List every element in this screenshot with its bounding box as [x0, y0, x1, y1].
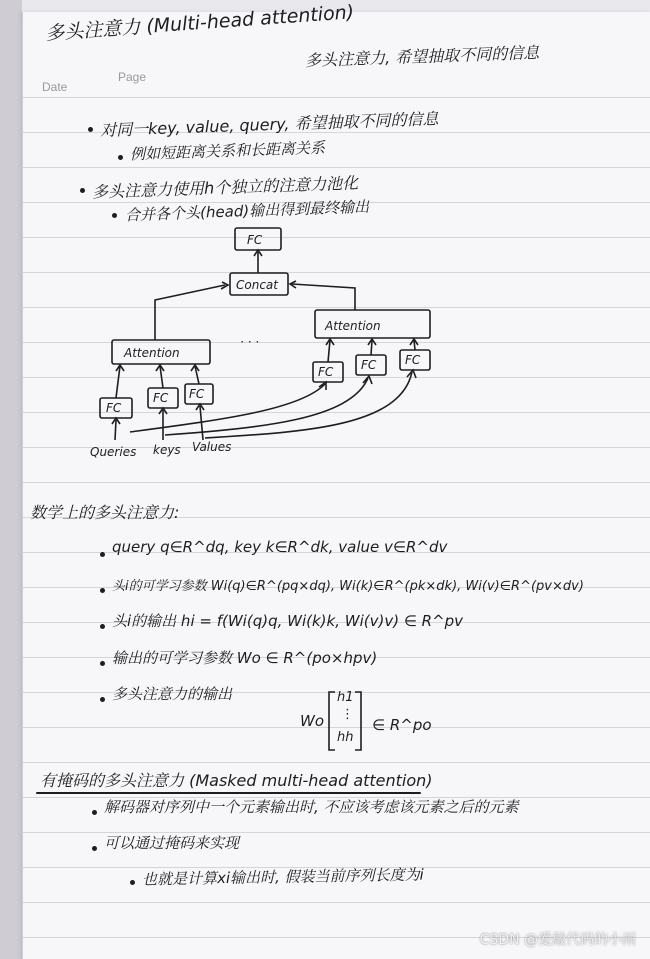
- math-item-1: query q∈R^dq, key k∈R^dk, value v∈R^dv: [112, 538, 448, 556]
- fc-label: FC: [361, 358, 377, 372]
- date-label: Date: [42, 80, 68, 94]
- bullet-dot: [100, 552, 105, 557]
- input-keys: keys: [153, 443, 181, 457]
- masked-bullet-2-sub: 也就是计算xi输出时, 假装当前序列长度为i: [141, 865, 424, 889]
- attention-left-label: Attention: [124, 346, 180, 360]
- matrix-prefix: Wo: [300, 712, 325, 730]
- fc-label: FC: [189, 387, 205, 401]
- fc-label: FC: [106, 401, 122, 415]
- title-continuation: 多头注意力, 希望抽取不同的信息: [304, 42, 540, 71]
- watermark: CSDN @爱敲代码的小雨: [479, 932, 636, 948]
- fc-label: FC: [153, 391, 169, 405]
- input-queries: Queries: [90, 445, 137, 459]
- math-item-3: 头i的输出 hi = f(Wi(q)q, Wi(k)k, Wi(v)v) ∈ R^pv: [112, 612, 464, 630]
- matrix-row-2: ⋮: [341, 707, 354, 722]
- note-bullet-2: 多头注意力使用h个独立的注意力池化: [91, 173, 359, 202]
- bullet-dot: [100, 624, 105, 629]
- attention-right-label: Attention: [325, 319, 381, 333]
- math-heading: 数学上的多头注意力:: [30, 503, 180, 522]
- math-item-2: 头i的可学习参数 Wi(q)∈R^(pq×dq), Wi(k)∈R^(pk×dk), Wi(v)∈R^(pv×dv): [112, 579, 584, 594]
- matrix-suffix: ∈ R^po: [372, 716, 432, 734]
- page-label: Page: [118, 70, 147, 84]
- matrix-row-3: hh: [337, 730, 354, 745]
- ellipsis: · · ·: [240, 335, 260, 349]
- fc-label: FC: [405, 353, 421, 367]
- matrix-row-1: h1: [337, 690, 354, 705]
- arrow-attn-left-concat: [155, 285, 225, 340]
- fc-label: FC: [318, 365, 334, 379]
- fc-top-label: FC: [247, 233, 263, 247]
- masked-heading: 有掩码的多头注意力 (Masked multi-head attention): [40, 771, 433, 790]
- bullet-dot: [100, 661, 105, 666]
- note-bullet-2-sub: 合并各个头(head)输出得到最终输出: [124, 197, 370, 225]
- math-item-4: 输出的可学习参数 Wo ∈ R^(po×hpv): [112, 649, 378, 667]
- concat-label: Concat: [236, 278, 278, 292]
- bullet-dot: [130, 880, 135, 885]
- bullet-dot: [92, 810, 97, 815]
- arrow-attn-right-concat: [292, 284, 355, 310]
- bullet-dot: [100, 697, 105, 702]
- note-bullet-1-sub: 例如短距离关系和长距离关系: [129, 138, 326, 164]
- masked-bullet-2: 可以通过掩码来实现: [104, 834, 240, 852]
- bullet-dot: [100, 588, 105, 593]
- masked-bullet-1: 解码器对序列中一个元素输出时, 不应该考虑该元素之后的元素: [104, 798, 519, 816]
- heading-underline: [36, 792, 421, 794]
- bullet-dot: [92, 846, 97, 851]
- math-item-5: 多头注意力的输出: [112, 685, 233, 703]
- input-values: Values: [192, 440, 232, 454]
- page-title: 多头注意力 (Multi-head attention): [44, 1, 355, 45]
- note-bullet-1: 对同一key, value, query, 希望抽取不同的信息: [99, 109, 439, 140]
